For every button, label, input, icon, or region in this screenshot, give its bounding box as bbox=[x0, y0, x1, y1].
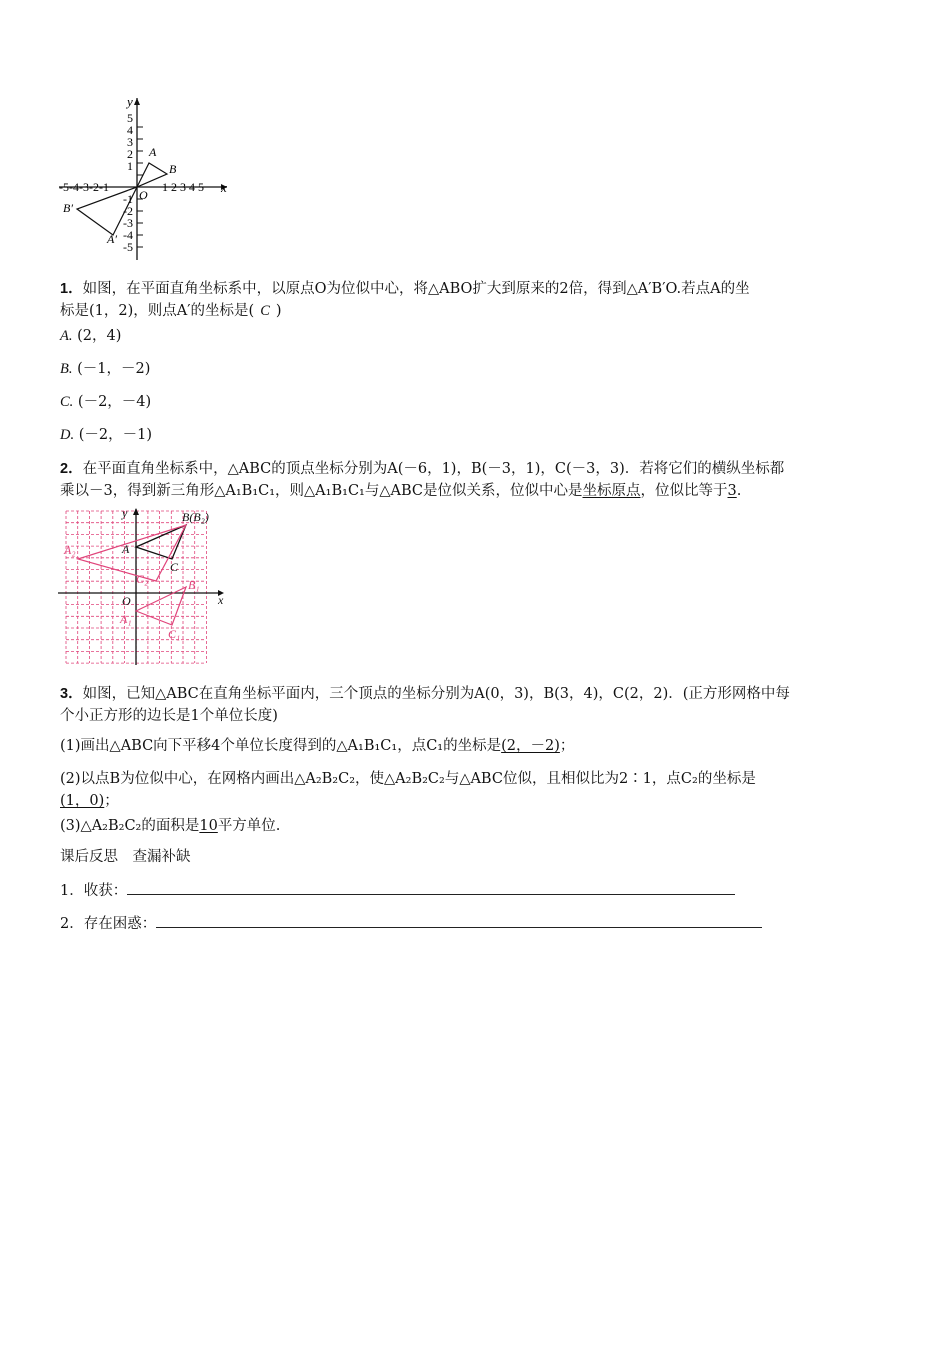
point-c2-label: C₂ bbox=[136, 572, 149, 586]
point-c-label: C bbox=[170, 560, 179, 574]
reflection-item-2-label: 2．存在困惑： bbox=[60, 916, 157, 932]
option-a-letter: A. bbox=[60, 328, 73, 344]
x-ticks-negative: -5-4-3-2-1 bbox=[59, 180, 109, 194]
y-tick-neg4: -4 bbox=[123, 228, 133, 242]
option-d-text: (－2，－1) bbox=[78, 427, 152, 443]
point-a2-label: A₂ bbox=[64, 543, 76, 557]
question-3-part-2 bbox=[60, 768, 756, 812]
y-axis-label: y bbox=[122, 506, 128, 520]
y-tick-5: 5 bbox=[127, 111, 133, 125]
option-c-letter: C. bbox=[60, 394, 74, 410]
question-2-line2: 乘以－3，得到新三角形△A₁B₁C₁，则△A₁B₁C₁与△ABC是位似关系，位似中心是 bbox=[60, 483, 583, 499]
y-tick-1: 1 bbox=[127, 159, 133, 173]
option-a-text: (2，4) bbox=[77, 328, 122, 344]
figure-dilation-graph bbox=[55, 92, 240, 264]
option-b-text: (－1，－2) bbox=[77, 361, 151, 377]
reflection-heading: 课后反思 查漏补缺 bbox=[60, 849, 191, 865]
question-3-line1: 如图，已知△ABC在直角坐标平面内，三个顶点的坐标分别为A(0，3)，B(3，4)，C(2，2)．(正方形网格中每 bbox=[82, 686, 790, 702]
y-tick-3: 3 bbox=[127, 135, 133, 149]
y-axis-label: y bbox=[127, 94, 133, 109]
question-2 bbox=[60, 458, 784, 502]
part-2-answer: (1，0) bbox=[60, 793, 105, 809]
question-3-number: 3． bbox=[60, 686, 83, 702]
x-ticks-positive: 1 2 3 4 5 bbox=[162, 180, 204, 194]
option-d-letter: D. bbox=[60, 427, 75, 443]
question-1-answer: C bbox=[260, 303, 270, 319]
x-axis-label: x bbox=[221, 180, 227, 195]
question-1-close-paren: ) bbox=[275, 303, 282, 319]
point-b-prime-label: B′ bbox=[63, 201, 73, 215]
question-3-part-3 bbox=[60, 815, 280, 837]
question-1-text-line1: 如图，在平面直角坐标系中，以原点O为位似中心，将△ABO扩大到原来的2倍，得到△A′B′O.若点A的坐 bbox=[82, 281, 750, 297]
option-a bbox=[60, 325, 121, 347]
point-b-label: B(B₂) bbox=[182, 510, 209, 524]
option-b bbox=[60, 358, 150, 380]
confusion-blank-line[interactable] bbox=[156, 913, 762, 928]
question-3 bbox=[60, 683, 790, 727]
y-tick-neg3: -3 bbox=[123, 216, 133, 230]
x-axis-label: x bbox=[218, 593, 224, 607]
y-tick-neg2: -2 bbox=[123, 204, 133, 218]
point-a-label: A bbox=[149, 145, 157, 159]
y-tick-2: 2 bbox=[127, 147, 133, 161]
question-2-period: . bbox=[736, 483, 742, 499]
option-d bbox=[60, 424, 152, 446]
point-b1-label: B₁ bbox=[188, 578, 200, 592]
option-b-letter: B. bbox=[60, 361, 73, 377]
question-1-text-line2: 标是(1，2)，则点A′的坐标是( bbox=[60, 303, 255, 319]
part-3-answer: 10 bbox=[199, 818, 218, 834]
part-2-end: ； bbox=[104, 793, 119, 809]
part-1-end: ； bbox=[559, 738, 575, 754]
part-3-end: 平方单位. bbox=[217, 818, 281, 834]
point-a-prime-label: A′ bbox=[107, 232, 117, 246]
gains-blank-line[interactable] bbox=[127, 880, 735, 895]
question-3-line2: 个小正方形的边长是1个单位长度) bbox=[60, 708, 278, 724]
y-tick-neg1: -1 bbox=[123, 192, 133, 206]
part-1-answer: (2，－2) bbox=[501, 738, 560, 754]
option-c bbox=[60, 391, 151, 413]
reflection-item-1 bbox=[60, 880, 735, 902]
point-b-label: B bbox=[169, 162, 177, 176]
part-1-text: (1)画出△ABC向下平移4个单位长度得到的△A₁B₁C₁，点C₁的坐标是 bbox=[60, 738, 502, 754]
y-tick-neg5: -5 bbox=[123, 240, 133, 254]
question-1 bbox=[60, 278, 750, 322]
question-1-number: 1． bbox=[60, 281, 83, 297]
point-a1-label: A₁ bbox=[120, 612, 132, 626]
point-a-label: A bbox=[122, 542, 130, 556]
origin-label: O bbox=[122, 594, 131, 608]
origin-label: O bbox=[139, 188, 148, 202]
question-2-line2-mid: ，位似比等于 bbox=[640, 483, 728, 499]
question-2-center-answer: 坐标原点 bbox=[582, 483, 641, 499]
part-2-text: (2)以点B为位似中心，在网格内画出△A₂B₂C₂，使△A₂B₂C₂与△ABC位似，且相似比为2∶1，点C₂的坐标是 bbox=[60, 771, 756, 787]
figure-grid-triangles bbox=[58, 505, 230, 668]
question-3-part-1 bbox=[60, 735, 574, 757]
reflection-item-1-label: 1．收获： bbox=[60, 883, 128, 899]
question-2-number: 2． bbox=[60, 461, 83, 477]
part-3-text: (3)△A₂B₂C₂的面积是 bbox=[60, 818, 200, 834]
reflection-item-2 bbox=[60, 913, 762, 935]
question-2-ratio-answer: 3 bbox=[727, 483, 737, 499]
question-2-line1: 在平面直角坐标系中，△ABC的顶点坐标分别为A(－6，1)，B(－3，1)，C(－3，3)．若将它们的横纵坐标都 bbox=[82, 461, 785, 477]
y-tick-4: 4 bbox=[127, 123, 133, 137]
option-c-text: (－2，－4) bbox=[77, 394, 152, 410]
point-c1-label: C₁ bbox=[168, 627, 181, 641]
